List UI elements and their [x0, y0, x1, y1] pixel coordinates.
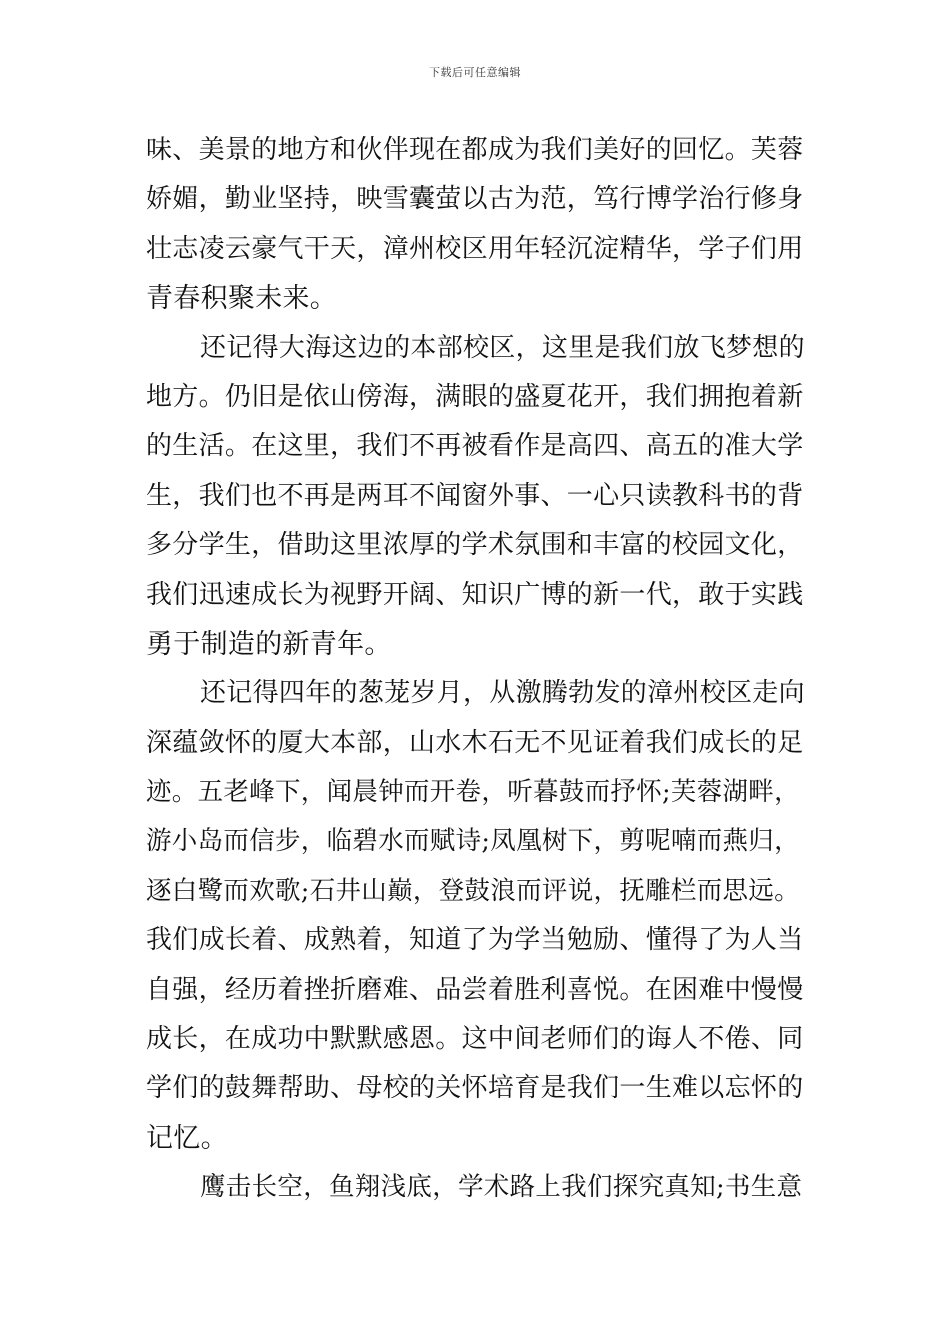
text-line: 逐白鹭而欢歌;石井山巅，登鼓浪而评说，抚雕栏而思远。: [146, 875, 800, 906]
text-line: 味、美景的地方和伙伴现在都成为我们美好的回忆。芙蓉: [146, 135, 804, 165]
text-line: 游小岛而信步，临碧水而赋诗;凤凰树下，剪呢喃而燕归，: [146, 826, 800, 857]
text-line: 深蕴敛怀的厦大本部，山水木石无不见证着我们成长的足: [146, 727, 804, 758]
text-line: 勇于制造的新青年。: [146, 628, 392, 660]
body-text: [146, 126, 810, 1213]
text-line: 多分学生，借助这里浓厚的学术氛围和丰富的校园文化，: [146, 530, 804, 561]
text-line: 迹。五老峰下，闻晨钟而开卷，听暮鼓而抒怀;芙蓉湖畔，: [146, 777, 800, 808]
text-line: 的生活。在这里，我们不再被看作是高四、高五的准大学: [146, 431, 804, 462]
text-line: 娇媚，勤业坚持，映雪囊萤以古为范，笃行博学治行修身: [146, 184, 804, 215]
text-line: 还记得大海这边的本部校区，这里是我们放飞梦想的: [200, 332, 805, 363]
text-line: 还记得四年的葱茏岁月，从激腾勃发的漳州校区走向: [200, 678, 805, 709]
text-line: 地方。仍旧是依山傍海，满眼的盛夏花开，我们拥抱着新: [146, 381, 804, 412]
text-line: 鹰击长空，鱼翔浅底，学术路上我们探究真知;书生意: [200, 1172, 803, 1203]
text-line: 学们的鼓舞帮助、母校的关怀培育是我们一生难以忘怀的: [146, 1073, 804, 1104]
text-line: 自强，经历着挫折磨难、品尝着胜利喜悦。在困难中慢慢: [146, 974, 804, 1005]
text-line: 我们迅速成长为视野开阔、知识广博的新一代，敢于实践: [146, 579, 804, 610]
page-header: 下载后可任意编辑: [429, 66, 521, 79]
text-line: 成长，在成功中默默感恩。这中间老师们的诲人不倦、同: [146, 1024, 804, 1055]
text-line: 生，我们也不再是两耳不闻窗外事、一心只读教科书的背: [146, 480, 804, 511]
text-line: 我们成长着、成熟着，知道了为学当勉励、懂得了为人当: [146, 925, 804, 956]
text-line: 记忆。: [146, 1122, 228, 1154]
text-line: 青春积聚未来。: [146, 283, 338, 315]
text-line: 壮志凌云豪气干天，漳州校区用年轻沉淀精华，学子们用: [146, 233, 804, 264]
